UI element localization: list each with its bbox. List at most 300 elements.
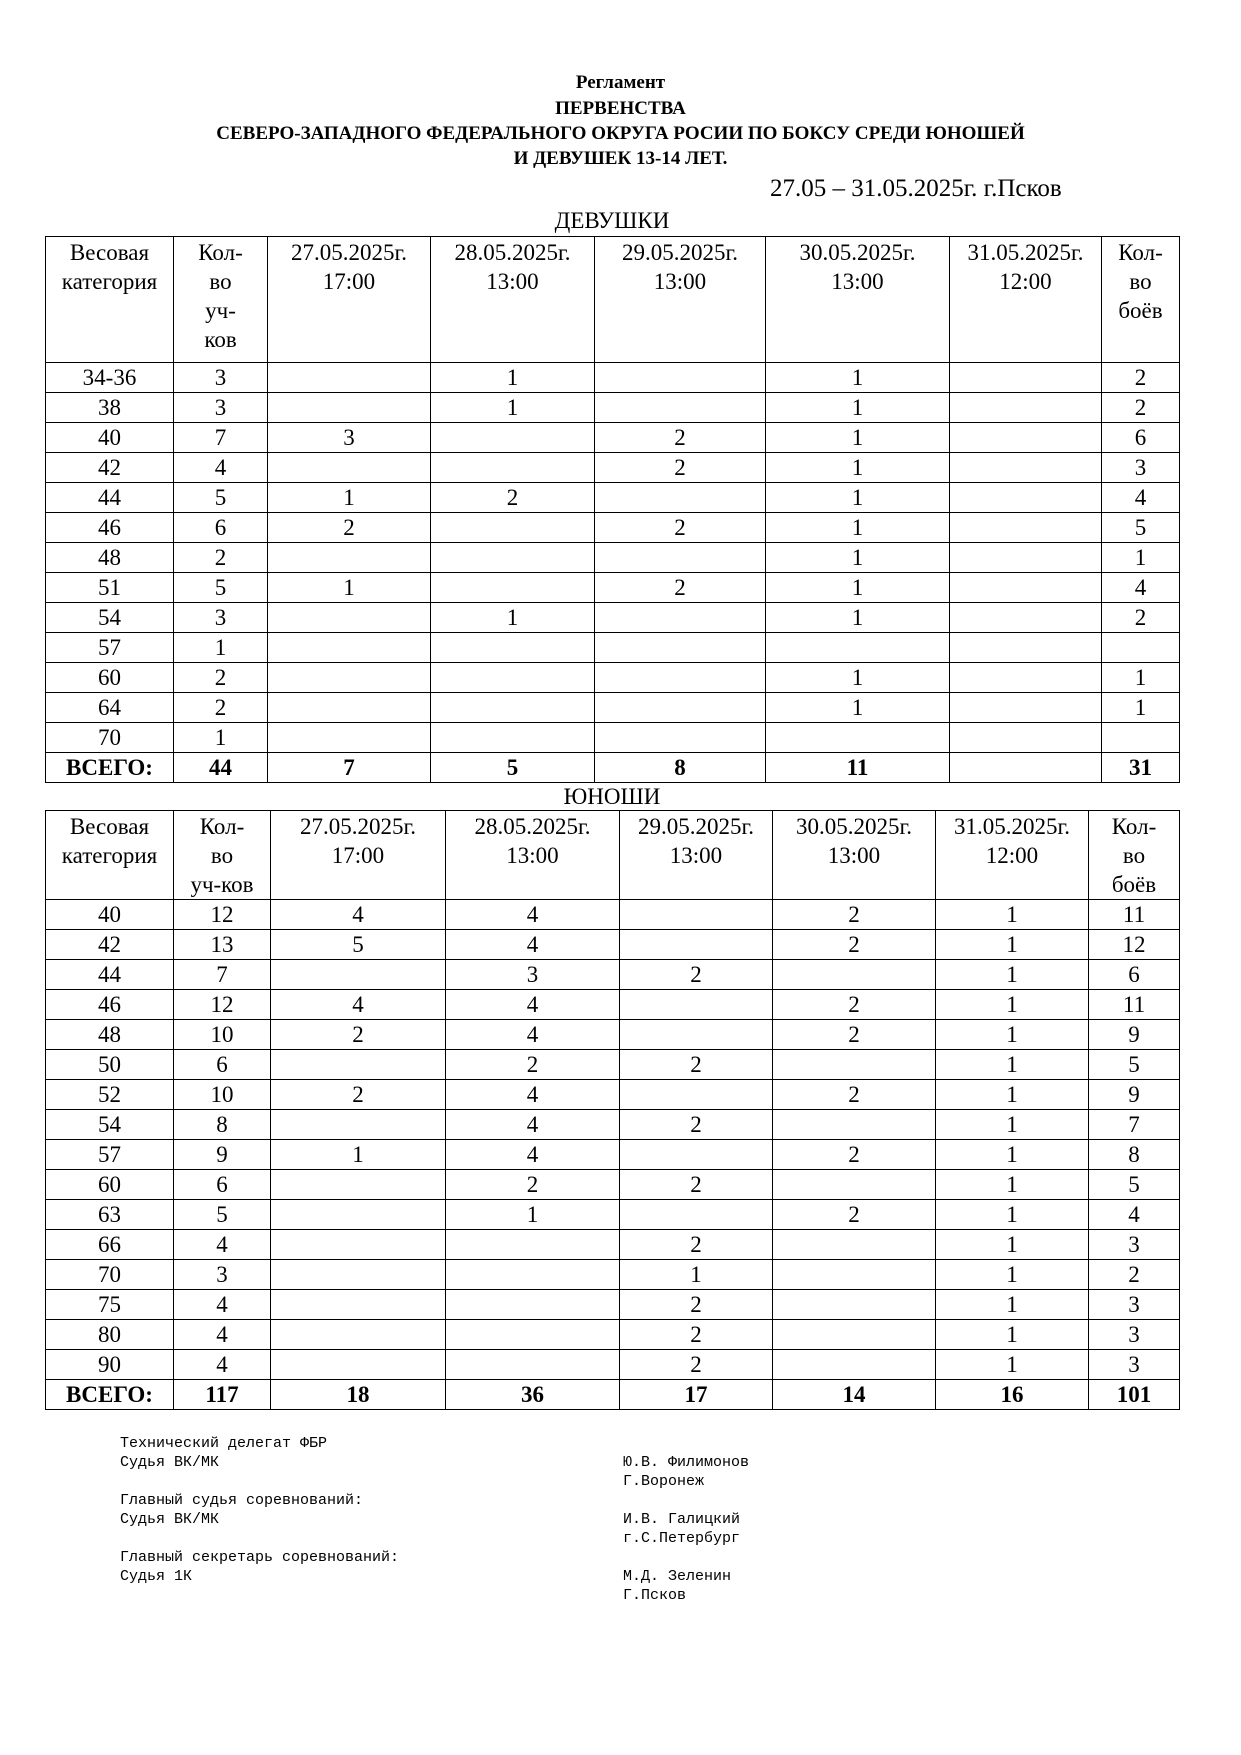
signature-line: Г.Воронеж	[623, 1473, 705, 1490]
table-cell	[271, 1230, 446, 1260]
table-cell	[595, 543, 766, 573]
table-cell	[773, 1230, 936, 1260]
table-cell	[950, 513, 1102, 543]
table-cell	[595, 363, 766, 393]
table-cell: 4	[1102, 573, 1180, 603]
signature-line: г.С.Петербург	[623, 1530, 741, 1547]
table-cell: 1	[766, 453, 950, 483]
total-cell: 8	[595, 753, 766, 783]
table-cell	[431, 543, 595, 573]
table-cell	[950, 393, 1102, 423]
table-cell: 6	[174, 513, 268, 543]
table-row	[46, 483, 1180, 513]
table-cell: 34-36	[46, 363, 174, 393]
signature-line: Г.Псков	[623, 1587, 687, 1604]
table-cell: 1	[936, 1260, 1089, 1290]
table-cell	[950, 453, 1102, 483]
table-cell: 75	[46, 1290, 174, 1320]
table-cell: 5	[174, 483, 268, 513]
table-cell	[271, 1110, 446, 1140]
table-cell: 46	[46, 513, 174, 543]
table-cell: 42	[46, 930, 174, 960]
table-cell	[773, 1320, 936, 1350]
table-cell: 2	[271, 1080, 446, 1110]
signature-line: Судья ВК/МК	[120, 1454, 220, 1471]
table-cell: 9	[1089, 1020, 1180, 1050]
table-cell: 4	[446, 1110, 620, 1140]
table-cell: 1	[936, 930, 1089, 960]
table-cell	[446, 1260, 620, 1290]
table-row	[46, 1230, 1180, 1260]
doc-title-championship: ПЕРВЕНСТВА	[555, 98, 686, 119]
table-row	[46, 1290, 1180, 1320]
header-cell: 31.05.2025г. 12:00	[936, 811, 1089, 900]
table-cell	[950, 603, 1102, 633]
table-cell: 4	[1089, 1200, 1180, 1230]
signature-line: Ю.В. Филимонов	[623, 1454, 750, 1471]
table-cell: 1	[431, 363, 595, 393]
table-cell	[268, 663, 431, 693]
table-cell: 64	[46, 693, 174, 723]
table-cell	[773, 1170, 936, 1200]
header-cell: 30.05.2025г. 13:00	[766, 237, 950, 363]
table-cell: 44	[46, 960, 174, 990]
signature-line	[120, 1529, 399, 1548]
table-cell: 2	[620, 1290, 773, 1320]
table-cell: 3	[174, 363, 268, 393]
signatures-left	[120, 1434, 399, 1586]
table-cell: 40	[46, 900, 174, 930]
table-cell: 2	[174, 543, 268, 573]
table-cell: 4	[446, 1140, 620, 1170]
table-cell	[620, 930, 773, 960]
table-row	[46, 693, 1180, 723]
boys-section-title: ЮНОШИ	[563, 784, 661, 809]
table-cell: 54	[46, 1110, 174, 1140]
header-cell: 28.05.2025г. 13:00	[431, 237, 595, 363]
total-cell: 5	[431, 753, 595, 783]
table-cell: 2	[595, 573, 766, 603]
table-cell: 1	[936, 1200, 1089, 1230]
signature-line: Судья 1К	[120, 1568, 193, 1585]
table-cell: 3	[1089, 1320, 1180, 1350]
table-cell: 2	[174, 663, 268, 693]
table-cell: 42	[46, 453, 174, 483]
table-cell: 13	[174, 930, 271, 960]
table-cell: 7	[1089, 1110, 1180, 1140]
table-cell: 6	[1089, 960, 1180, 990]
table-cell: 57	[46, 1140, 174, 1170]
table-cell	[268, 363, 431, 393]
table-cell: 70	[46, 723, 174, 753]
table-cell	[620, 1200, 773, 1230]
table-cell: 4	[174, 453, 268, 483]
total-cell: ВСЕГО:	[46, 1380, 174, 1410]
table-cell: 2	[595, 453, 766, 483]
table-cell: 2	[1102, 363, 1180, 393]
header-cell: Весовая категория	[46, 811, 174, 900]
header-cell: 30.05.2025г. 13:00	[773, 811, 936, 900]
table-cell	[431, 423, 595, 453]
total-cell: 11	[766, 753, 950, 783]
table-cell: 2	[620, 1170, 773, 1200]
table-cell: 1	[936, 1050, 1089, 1080]
table-cell: 4	[1102, 483, 1180, 513]
table-cell: 4	[174, 1290, 271, 1320]
table-cell: 2	[174, 693, 268, 723]
girls-total-row	[46, 753, 1180, 783]
table-cell	[595, 393, 766, 423]
table-cell	[595, 603, 766, 633]
table-cell	[620, 1080, 773, 1110]
table-cell: 8	[174, 1110, 271, 1140]
table-cell: 4	[271, 990, 446, 1020]
table-cell: 2	[620, 960, 773, 990]
header-cell: Весовая категория	[46, 237, 174, 363]
table-cell: 54	[46, 603, 174, 633]
table-cell: 2	[620, 1050, 773, 1080]
table-cell	[271, 1350, 446, 1380]
table-cell	[431, 633, 595, 663]
table-cell: 2	[773, 900, 936, 930]
total-cell: 117	[174, 1380, 271, 1410]
table-cell	[950, 363, 1102, 393]
table-cell: 48	[46, 1020, 174, 1050]
table-cell	[950, 663, 1102, 693]
table-cell: 1	[174, 723, 268, 753]
table-cell: 11	[1089, 900, 1180, 930]
total-cell: 31	[1102, 753, 1180, 783]
table-cell: 3	[1089, 1230, 1180, 1260]
table-cell: 4	[446, 1020, 620, 1050]
total-cell: 36	[446, 1380, 620, 1410]
table-cell: 4	[446, 990, 620, 1020]
table-cell	[950, 693, 1102, 723]
table-cell: 1	[766, 603, 950, 633]
table-cell: 1	[936, 1350, 1089, 1380]
table-cell: 4	[271, 900, 446, 930]
table-cell	[595, 483, 766, 513]
table-cell	[271, 1260, 446, 1290]
header-cell: 28.05.2025г. 13:00	[446, 811, 620, 900]
total-cell: 17	[620, 1380, 773, 1410]
table-row	[46, 543, 1180, 573]
table-cell	[773, 1350, 936, 1380]
table-cell	[620, 900, 773, 930]
table-cell	[268, 723, 431, 753]
signature-line: Главный судья соревнований:	[120, 1492, 364, 1509]
table-cell: 11	[1089, 990, 1180, 1020]
table-cell	[271, 960, 446, 990]
table-cell: 4	[174, 1230, 271, 1260]
table-cell	[595, 633, 766, 663]
table-cell: 2	[620, 1230, 773, 1260]
table-cell: 4	[446, 900, 620, 930]
table-cell	[268, 633, 431, 663]
table-cell: 2	[431, 483, 595, 513]
table-cell: 1	[620, 1260, 773, 1290]
signature-line: М.Д. Зеленин	[623, 1568, 732, 1585]
table-row	[46, 1320, 1180, 1350]
table-cell	[271, 1320, 446, 1350]
table-cell: 2	[620, 1110, 773, 1140]
table-row	[46, 363, 1180, 393]
table-cell: 2	[620, 1350, 773, 1380]
table-cell: 50	[46, 1050, 174, 1080]
table-cell: 80	[46, 1320, 174, 1350]
table-cell: 2	[773, 930, 936, 960]
table-cell: 4	[174, 1350, 271, 1380]
girls-table	[45, 236, 1180, 783]
table-cell: 3	[174, 603, 268, 633]
table-cell: 6	[174, 1050, 271, 1080]
table-cell	[271, 1050, 446, 1080]
header-cell: 27.05.2025г. 17:00	[271, 811, 446, 900]
table-cell: 12	[1089, 930, 1180, 960]
table-row	[46, 930, 1180, 960]
table-cell	[271, 1170, 446, 1200]
table-cell: 5	[174, 573, 268, 603]
table-row	[46, 990, 1180, 1020]
table-cell	[773, 1260, 936, 1290]
table-cell: 2	[271, 1020, 446, 1050]
header-cell: 29.05.2025г. 13:00	[595, 237, 766, 363]
table-cell: 2	[773, 1200, 936, 1230]
table-cell: 9	[174, 1140, 271, 1170]
table-cell: 2	[595, 423, 766, 453]
table-row	[46, 1110, 1180, 1140]
table-cell	[268, 453, 431, 483]
table-row	[46, 633, 1180, 663]
table-cell: 2	[773, 1140, 936, 1170]
girls-section-title: ДЕВУШКИ	[554, 208, 670, 233]
table-cell	[620, 990, 773, 1020]
table-cell: 51	[46, 573, 174, 603]
table-cell: 1	[936, 990, 1089, 1020]
table-cell	[431, 693, 595, 723]
table-cell: 1	[766, 513, 950, 543]
table-cell	[773, 1050, 936, 1080]
table-cell: 4	[446, 930, 620, 960]
signature-line	[120, 1472, 399, 1491]
table-cell: 2	[773, 1080, 936, 1110]
table-row	[46, 1050, 1180, 1080]
table-row	[46, 393, 1180, 423]
table-cell	[595, 723, 766, 753]
table-cell: 1	[766, 573, 950, 603]
doc-title-reglament: Регламент	[575, 72, 666, 93]
table-cell: 10	[174, 1080, 271, 1110]
table-cell: 1	[446, 1200, 620, 1230]
table-cell: 3	[1102, 453, 1180, 483]
header-cell: 29.05.2025г. 13:00	[620, 811, 773, 900]
table-row	[46, 1170, 1180, 1200]
table-cell: 7	[174, 960, 271, 990]
table-cell	[1102, 633, 1180, 663]
table-cell: 1	[268, 483, 431, 513]
total-cell: 7	[268, 753, 431, 783]
table-cell: 12	[174, 900, 271, 930]
boys-table	[45, 810, 1180, 1410]
table-row	[46, 1140, 1180, 1170]
header-cell: 31.05.2025г. 12:00	[950, 237, 1102, 363]
table-cell	[268, 603, 431, 633]
table-cell	[431, 723, 595, 753]
table-cell: 1	[936, 1110, 1089, 1140]
signatures-right	[623, 1453, 749, 1605]
table-cell: 1	[936, 1020, 1089, 1050]
table-row	[46, 960, 1180, 990]
signature-line: Технический делегат ФБР	[120, 1435, 328, 1452]
table-cell: 38	[46, 393, 174, 423]
table-cell: 2	[773, 1020, 936, 1050]
table-cell	[766, 633, 950, 663]
table-cell	[446, 1290, 620, 1320]
table-cell	[271, 1200, 446, 1230]
table-cell: 6	[174, 1170, 271, 1200]
table-cell: 3	[174, 1260, 271, 1290]
table-cell: 1	[766, 393, 950, 423]
table-cell: 2	[773, 990, 936, 1020]
table-cell: 1	[1102, 693, 1180, 723]
table-cell: 5	[1089, 1170, 1180, 1200]
table-cell	[446, 1230, 620, 1260]
table-row	[46, 1080, 1180, 1110]
boys-header-row	[46, 811, 1180, 900]
table-row	[46, 663, 1180, 693]
table-cell	[950, 543, 1102, 573]
table-cell: 1	[271, 1140, 446, 1170]
table-cell: 1	[936, 1080, 1089, 1110]
table-cell	[773, 1110, 936, 1140]
table-cell: 1	[936, 1170, 1089, 1200]
table-cell	[950, 723, 1102, 753]
table-cell: 1	[936, 960, 1089, 990]
total-cell: 44	[174, 753, 268, 783]
table-cell: 7	[174, 423, 268, 453]
table-cell: 1	[431, 603, 595, 633]
table-cell: 1	[936, 1290, 1089, 1320]
table-cell: 5	[174, 1200, 271, 1230]
table-cell	[950, 573, 1102, 603]
table-cell: 60	[46, 1170, 174, 1200]
table-cell: 70	[46, 1260, 174, 1290]
table-cell: 1	[936, 1320, 1089, 1350]
table-cell: 6	[1102, 423, 1180, 453]
signature-line: И.В. Галицкий	[623, 1511, 741, 1528]
table-cell	[595, 663, 766, 693]
table-row	[46, 900, 1180, 930]
table-cell: 1	[766, 663, 950, 693]
table-cell: 1	[766, 693, 950, 723]
doc-title-line4: И ДЕВУШЕК 13-14 ЛЕТ.	[513, 148, 728, 169]
table-cell: 1	[766, 363, 950, 393]
table-cell: 5	[1102, 513, 1180, 543]
signature-line	[623, 1548, 749, 1567]
total-cell: ВСЕГО:	[46, 753, 174, 783]
table-cell: 10	[174, 1020, 271, 1050]
table-cell	[431, 513, 595, 543]
table-cell: 3	[1089, 1290, 1180, 1320]
table-cell: 2	[268, 513, 431, 543]
table-cell: 1	[766, 483, 950, 513]
total-cell: 14	[773, 1380, 936, 1410]
table-cell	[431, 663, 595, 693]
table-cell: 90	[46, 1350, 174, 1380]
signature-line: Судья ВК/МК	[120, 1511, 220, 1528]
table-cell: 2	[1089, 1260, 1180, 1290]
table-cell: 40	[46, 423, 174, 453]
table-row	[46, 1350, 1180, 1380]
table-cell: 2	[446, 1050, 620, 1080]
table-row	[46, 1260, 1180, 1290]
table-cell: 44	[46, 483, 174, 513]
table-cell: 3	[1089, 1350, 1180, 1380]
table-cell: 3	[446, 960, 620, 990]
table-cell: 52	[46, 1080, 174, 1110]
table-cell: 1	[268, 573, 431, 603]
table-cell: 48	[46, 543, 174, 573]
table-cell: 46	[46, 990, 174, 1020]
table-cell: 2	[446, 1170, 620, 1200]
table-cell	[766, 723, 950, 753]
table-cell	[620, 1140, 773, 1170]
table-cell: 1	[936, 900, 1089, 930]
table-cell	[620, 1020, 773, 1050]
dates-place: 27.05 – 31.05.2025г. г.Псков	[770, 175, 1062, 202]
signature-line	[623, 1491, 749, 1510]
table-cell: 3	[268, 423, 431, 453]
girls-header-row	[46, 237, 1180, 363]
table-row	[46, 1200, 1180, 1230]
table-row	[46, 1020, 1180, 1050]
table-row	[46, 453, 1180, 483]
table-row	[46, 573, 1180, 603]
table-row	[46, 513, 1180, 543]
table-cell: 1	[1102, 543, 1180, 573]
table-cell: 2	[595, 513, 766, 543]
total-cell: 16	[936, 1380, 1089, 1410]
table-cell: 9	[1089, 1080, 1180, 1110]
table-cell	[950, 423, 1102, 453]
table-cell	[595, 693, 766, 723]
table-row	[46, 723, 1180, 753]
table-cell	[431, 573, 595, 603]
table-cell: 60	[46, 663, 174, 693]
table-cell	[268, 543, 431, 573]
table-cell: 1	[766, 543, 950, 573]
table-cell: 1	[174, 633, 268, 663]
table-cell: 1	[1102, 663, 1180, 693]
table-cell	[268, 393, 431, 423]
table-row	[46, 423, 1180, 453]
table-cell: 2	[620, 1320, 773, 1350]
boys-total-row	[46, 1380, 1180, 1410]
header-cell: 27.05.2025г. 17:00	[268, 237, 431, 363]
table-cell: 57	[46, 633, 174, 663]
table-cell	[950, 483, 1102, 513]
table-row	[46, 603, 1180, 633]
header-cell: Кол- во боёв	[1089, 811, 1180, 900]
table-cell	[950, 633, 1102, 663]
table-cell: 4	[446, 1080, 620, 1110]
table-cell: 4	[174, 1320, 271, 1350]
doc-title-line3: СЕВЕРО-ЗАПАДНОГО ФЕДЕРАЛЬНОГО ОКРУГА РОСИИ ПО БОКСУ СРЕДИ ЮНОШЕЙ	[216, 123, 1025, 144]
table-cell: 2	[1102, 393, 1180, 423]
table-cell: 66	[46, 1230, 174, 1260]
table-cell	[446, 1320, 620, 1350]
header-cell: Кол- во уч- ков	[174, 237, 268, 363]
